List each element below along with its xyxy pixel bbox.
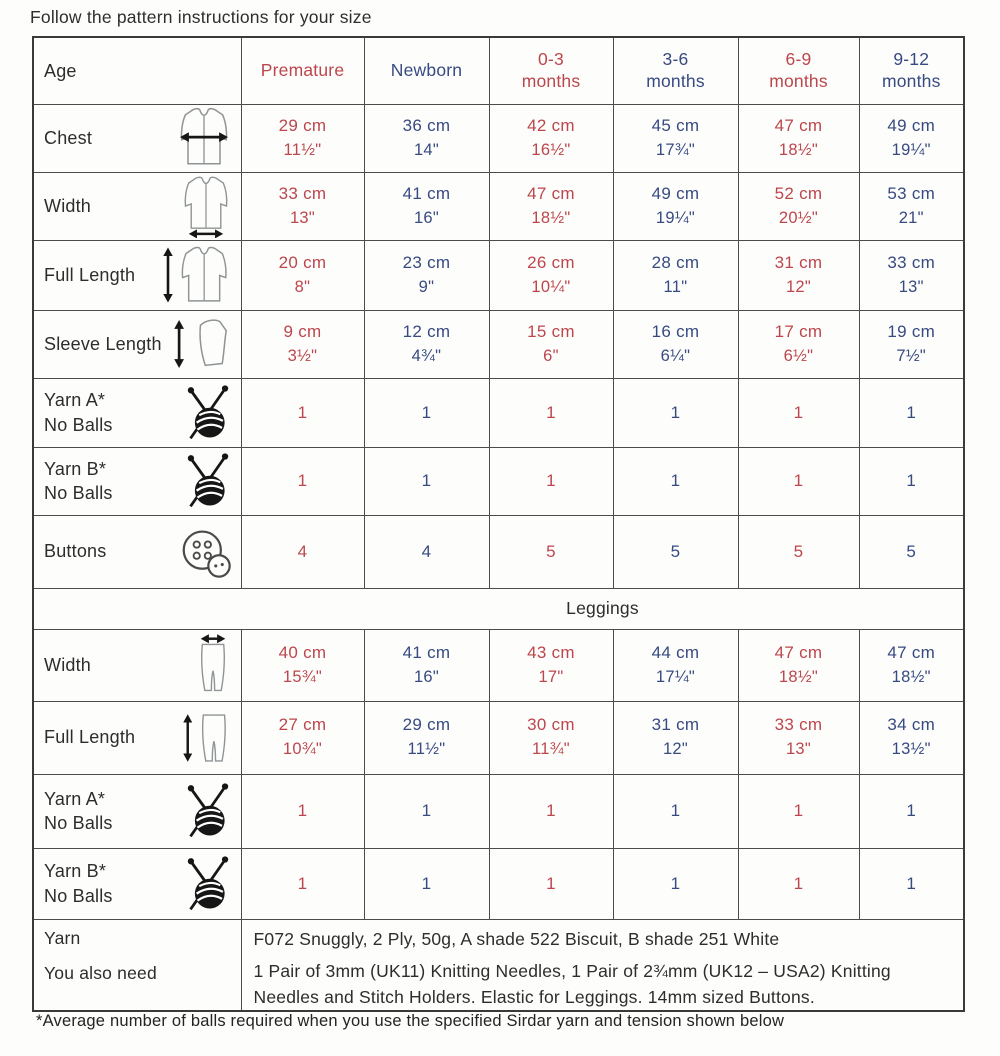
sleeve-length-icon <box>172 315 236 373</box>
leggings-row-yarn-a- <box>33 774 964 848</box>
measure-cm-value: 47 cm <box>774 642 823 662</box>
size-column-header <box>738 37 859 104</box>
garment-row-sleeve-length <box>33 310 964 378</box>
measure-cm-value: 29 cm <box>278 115 327 135</box>
count-value: 1 <box>793 873 804 893</box>
count-cell <box>613 447 738 515</box>
measure-inch-value: 17" <box>538 667 564 686</box>
measure-inch-value: 8" <box>294 277 311 296</box>
count-value: 1 <box>670 471 681 490</box>
count-value: 1 <box>670 801 681 820</box>
count-cell <box>489 378 613 447</box>
count-cell <box>859 447 964 515</box>
measure-cm-value: 52 cm <box>774 183 823 203</box>
count-value: 1 <box>670 402 681 422</box>
measure-cell <box>241 104 364 172</box>
page-title: Follow the pattern instructions for your size <box>30 7 372 27</box>
measure-cell <box>613 104 738 172</box>
measure-cell <box>859 701 964 774</box>
measure-cell <box>738 310 859 378</box>
measure-cm-value: 41 cm <box>402 183 451 203</box>
count-cell <box>489 447 613 515</box>
row-label <box>44 194 91 218</box>
count-cell <box>738 447 859 515</box>
row-label-line: Yarn B* <box>44 861 107 882</box>
count-cell <box>613 378 738 447</box>
count-value: 1 <box>793 402 804 422</box>
measure-cell <box>364 701 489 774</box>
row-label-line: Width <box>44 195 92 216</box>
size-column-header-line: 9-12 <box>893 48 930 69</box>
row-label <box>44 457 113 506</box>
count-value: 4 <box>421 541 432 561</box>
measure-inch-value: 13" <box>785 740 812 759</box>
measure-cm-value: 9 cm <box>283 321 322 341</box>
measure-inch-value: 4¾" <box>411 346 442 365</box>
size-column-header <box>364 37 489 104</box>
row-label-cell <box>33 848 241 919</box>
count-cell <box>613 774 738 848</box>
row-label-cell <box>33 629 241 701</box>
count-cell <box>489 515 613 588</box>
measure-inch-value: 16½" <box>531 140 571 159</box>
measure-cell <box>859 240 964 310</box>
measure-inch-value: 6" <box>543 346 559 365</box>
measure-inch-value: 6¼" <box>660 346 691 365</box>
measure-cell <box>859 629 964 701</box>
measure-inch-value: 12" <box>785 277 812 296</box>
yarn-ball-needles-icon <box>180 450 236 512</box>
count-cell <box>859 774 964 848</box>
measure-inch-value: 18½" <box>891 667 931 686</box>
measure-cm-value: 33 cm <box>774 715 823 735</box>
row-label-line: Width <box>44 654 92 675</box>
measure-inch-value: 15¾" <box>282 667 323 686</box>
measure-inch-value: 20½" <box>778 208 819 227</box>
garment-row-buttons <box>33 515 964 588</box>
row-label-line: Sleeve Length <box>44 333 162 354</box>
yarn-label: Yarn <box>44 927 81 948</box>
also-need-value: 1 Pair of 3mm (UK11) Knitting Needles, 1 Pair of 2¾mm (UK12 – USA2) Knitting Needles and Stitch Holders. Elastic for Leggings. 14mm sized Buttons. <box>253 960 891 1007</box>
count-cell <box>738 848 859 919</box>
measure-inch-value: 3½" <box>287 346 318 365</box>
measure-cell <box>364 240 489 310</box>
also-need-label: You also need <box>44 962 157 983</box>
row-label-line: Full Length <box>44 264 136 285</box>
size-column-header-line: 6-9 <box>785 48 812 69</box>
row-label-cell <box>33 774 241 848</box>
count-value: 1 <box>421 801 432 820</box>
measure-cell <box>241 701 364 774</box>
measure-inch-value: 19¼" <box>655 208 696 227</box>
materials-row <box>33 919 964 1011</box>
size-column-header-line: Newborn <box>390 59 463 80</box>
measure-cm-value: 33 cm <box>278 183 327 203</box>
measure-cm-value: 28 cm <box>651 252 700 272</box>
measure-inch-value: 17¼" <box>655 667 696 686</box>
measure-cm-value: 47 cm <box>887 642 936 662</box>
count-value: 1 <box>546 402 556 422</box>
buttons-icon <box>176 526 236 578</box>
measure-inch-value: 11½" <box>283 140 322 159</box>
row-label <box>44 725 135 749</box>
measure-cm-value: 45 cm <box>651 115 700 135</box>
measure-inch-value: 10¼" <box>531 277 571 296</box>
measure-inch-value: 14" <box>413 140 440 159</box>
row-label <box>44 388 113 437</box>
measure-cm-value: 42 cm <box>527 115 575 135</box>
size-column-header <box>489 37 613 104</box>
count-value: 1 <box>906 402 917 422</box>
row-label-cell <box>33 310 241 378</box>
leggings-section-cell <box>33 588 964 629</box>
count-value: 1 <box>793 801 804 820</box>
leggings-row-width <box>33 629 964 701</box>
measure-cell <box>489 172 613 240</box>
measure-inch-value: 12" <box>662 740 689 759</box>
count-value: 1 <box>546 873 556 893</box>
leggings-row-yarn-b- <box>33 848 964 919</box>
measure-inch-value: 9" <box>418 277 435 296</box>
count-cell <box>364 774 489 848</box>
count-value: 1 <box>546 801 556 820</box>
measure-cell <box>489 310 613 378</box>
count-cell <box>859 848 964 919</box>
header-row <box>33 37 964 104</box>
measure-cm-value: 40 cm <box>278 642 327 662</box>
count-value: 1 <box>297 471 308 490</box>
measure-cm-value: 30 cm <box>527 715 575 735</box>
count-cell <box>241 515 364 588</box>
measure-cm-value: 19 cm <box>887 321 936 341</box>
measure-inch-value: 7½" <box>896 346 927 365</box>
size-table <box>32 36 965 1012</box>
measure-cm-value: 12 cm <box>402 321 451 341</box>
yarn-ball-needles-icon <box>180 382 236 444</box>
garment-row-yarn-a- <box>33 378 964 447</box>
count-cell <box>738 378 859 447</box>
measure-cell <box>859 104 964 172</box>
size-column-header <box>613 37 738 104</box>
count-cell <box>613 515 738 588</box>
measure-cm-value: 29 cm <box>402 715 451 735</box>
measure-inch-value: 13½" <box>891 740 931 759</box>
measure-inch-value: 11¾" <box>532 740 570 759</box>
leggings-length-icon <box>182 709 236 767</box>
count-value: 1 <box>906 471 917 490</box>
footnote: *Average number of balls required when you use the specified Sirdar yarn and tension shown below <box>36 1012 785 1030</box>
size-column-header-line: 3-6 <box>662 48 689 69</box>
size-column-header-line: months <box>521 70 581 91</box>
measure-inch-value: 18½" <box>531 208 571 227</box>
row-label-line: Yarn A* <box>44 788 106 809</box>
yarn-value: F072 Snuggly, 2 Ply, 50g, A shade 522 Biscuit, B shade 251 White <box>253 928 780 949</box>
measure-cell <box>364 629 489 701</box>
row-sublabel: No Balls <box>44 885 113 906</box>
measure-inch-value: 11½" <box>407 740 446 759</box>
measure-cell <box>489 701 613 774</box>
age-header-cell <box>33 37 241 104</box>
leggings-section-label: Leggings <box>566 598 639 618</box>
measure-inch-value: 16" <box>413 667 440 686</box>
measure-cm-value: 43 cm <box>527 642 575 662</box>
count-value: 1 <box>906 801 917 820</box>
count-cell <box>859 378 964 447</box>
size-column-header-line: months <box>881 70 941 91</box>
count-value: 1 <box>793 471 804 490</box>
size-column-header <box>241 37 364 104</box>
measure-cell <box>738 701 859 774</box>
row-label <box>44 126 92 150</box>
measure-inch-value: 13" <box>898 277 924 296</box>
count-cell <box>859 515 964 588</box>
measure-cell <box>859 310 964 378</box>
measure-inch-value: 11" <box>663 277 688 296</box>
count-value: 1 <box>297 402 308 422</box>
measure-inch-value: 19¼" <box>891 140 931 159</box>
measure-cell <box>241 310 364 378</box>
count-cell <box>364 848 489 919</box>
count-cell <box>738 515 859 588</box>
sweater-hem-width-icon <box>176 174 236 238</box>
count-cell <box>364 447 489 515</box>
leggings-width-icon <box>190 634 236 696</box>
count-value: 4 <box>297 541 308 561</box>
measure-cell <box>613 629 738 701</box>
row-label <box>44 332 162 356</box>
measure-inch-value: 16" <box>413 208 440 227</box>
count-cell <box>489 848 613 919</box>
row-label-cell <box>33 515 241 588</box>
leggings-section-row <box>33 588 964 629</box>
row-label-line: Full Length <box>44 727 136 748</box>
measure-inch-value: 17¾" <box>655 140 696 159</box>
row-label-line: Yarn B* <box>44 458 107 479</box>
measure-cm-value: 16 cm <box>651 321 700 341</box>
measure-cm-value: 26 cm <box>527 252 575 272</box>
row-sublabel: No Balls <box>44 813 113 833</box>
measure-cm-value: 47 cm <box>774 115 823 135</box>
garment-row-width <box>33 172 964 240</box>
measure-cm-value: 31 cm <box>774 252 823 272</box>
measure-cell <box>613 240 738 310</box>
count-value: 1 <box>297 801 308 820</box>
row-label-line: Yarn A* <box>44 390 106 411</box>
measure-cell <box>738 104 859 172</box>
row-label-line: Buttons <box>44 541 107 562</box>
measure-cell <box>241 172 364 240</box>
age-label: Age <box>44 60 77 81</box>
row-label-cell <box>33 172 241 240</box>
leggings-row-full-length <box>33 701 964 774</box>
count-value: 1 <box>546 471 556 490</box>
measure-cm-value: 33 cm <box>887 252 936 272</box>
measure-cm-value: 44 cm <box>651 642 700 662</box>
measure-cell <box>489 240 613 310</box>
measure-cell <box>613 310 738 378</box>
count-cell <box>241 447 364 515</box>
count-cell <box>241 848 364 919</box>
yarn-ball-needles-icon <box>180 853 236 915</box>
measure-cm-value: 23 cm <box>402 252 451 272</box>
measure-cm-value: 20 cm <box>278 252 327 272</box>
measure-cell <box>613 701 738 774</box>
size-column-header <box>859 37 964 104</box>
measure-inch-value: 10¾" <box>282 740 323 759</box>
measure-cell <box>489 629 613 701</box>
count-value: 1 <box>421 873 432 893</box>
count-value: 1 <box>421 471 432 490</box>
size-column-header-line: Premature <box>260 59 345 80</box>
row-label-cell <box>33 378 241 447</box>
measure-cell <box>241 240 364 310</box>
measure-cell <box>738 629 859 701</box>
measure-cm-value: 41 cm <box>402 642 451 662</box>
garment-row-yarn-b- <box>33 447 964 515</box>
count-cell <box>241 378 364 447</box>
count-cell <box>364 515 489 588</box>
measure-cm-value: 17 cm <box>774 321 823 341</box>
garment-row-full-length <box>33 240 964 310</box>
materials-value-cell <box>241 919 964 1011</box>
size-column-header-line: 0-3 <box>538 48 564 69</box>
measure-cm-value: 31 cm <box>651 715 700 735</box>
measure-cm-value: 36 cm <box>402 115 451 135</box>
row-label <box>44 859 113 908</box>
size-column-header-line: months <box>646 70 705 91</box>
count-value: 5 <box>670 541 681 561</box>
sweater-chest-width-icon <box>172 105 236 171</box>
sweater-length-icon <box>162 244 236 306</box>
count-value: 5 <box>906 541 917 561</box>
row-label <box>44 263 135 287</box>
count-value: 1 <box>297 873 308 893</box>
count-cell <box>241 774 364 848</box>
measure-cm-value: 15 cm <box>527 321 575 341</box>
measure-inch-value: 18½" <box>778 667 819 686</box>
count-value: 5 <box>546 541 556 561</box>
measure-cell <box>489 104 613 172</box>
measure-cell <box>364 310 489 378</box>
measure-cell <box>364 104 489 172</box>
row-label <box>44 653 91 677</box>
measure-cell <box>738 172 859 240</box>
materials-label-cell <box>33 919 241 1011</box>
measure-cell <box>241 629 364 701</box>
count-value: 1 <box>670 873 681 893</box>
measure-cell <box>613 172 738 240</box>
measure-cm-value: 34 cm <box>887 715 936 735</box>
measure-cm-value: 27 cm <box>278 715 327 735</box>
row-sublabel: No Balls <box>44 414 113 435</box>
row-label-cell <box>33 701 241 774</box>
garment-row-chest <box>33 104 964 172</box>
count-cell <box>613 848 738 919</box>
row-label-line: Chest <box>44 127 93 148</box>
row-label-cell <box>33 447 241 515</box>
measure-cm-value: 47 cm <box>527 183 575 203</box>
measure-cm-value: 49 cm <box>887 115 936 135</box>
count-value: 1 <box>421 402 432 422</box>
measure-inch-value: 18½" <box>778 140 819 159</box>
measure-cell <box>738 240 859 310</box>
count-cell <box>489 774 613 848</box>
row-label <box>44 787 113 836</box>
count-cell <box>364 378 489 447</box>
measure-inch-value: 21" <box>898 208 924 227</box>
count-value: 1 <box>906 873 917 893</box>
row-sublabel: No Balls <box>44 483 113 503</box>
row-label-cell <box>33 240 241 310</box>
measure-inch-value: 6½" <box>783 346 814 365</box>
yarn-ball-needles-icon <box>180 780 236 842</box>
measure-cell <box>859 172 964 240</box>
row-label <box>44 539 106 563</box>
measure-cell <box>364 172 489 240</box>
size-column-header-line: months <box>769 70 828 91</box>
measure-cm-value: 53 cm <box>887 183 936 203</box>
count-cell <box>738 774 859 848</box>
measure-inch-value: 13" <box>289 208 316 227</box>
row-label-cell <box>33 104 241 172</box>
measure-cm-value: 49 cm <box>651 183 700 203</box>
count-value: 5 <box>793 541 804 561</box>
